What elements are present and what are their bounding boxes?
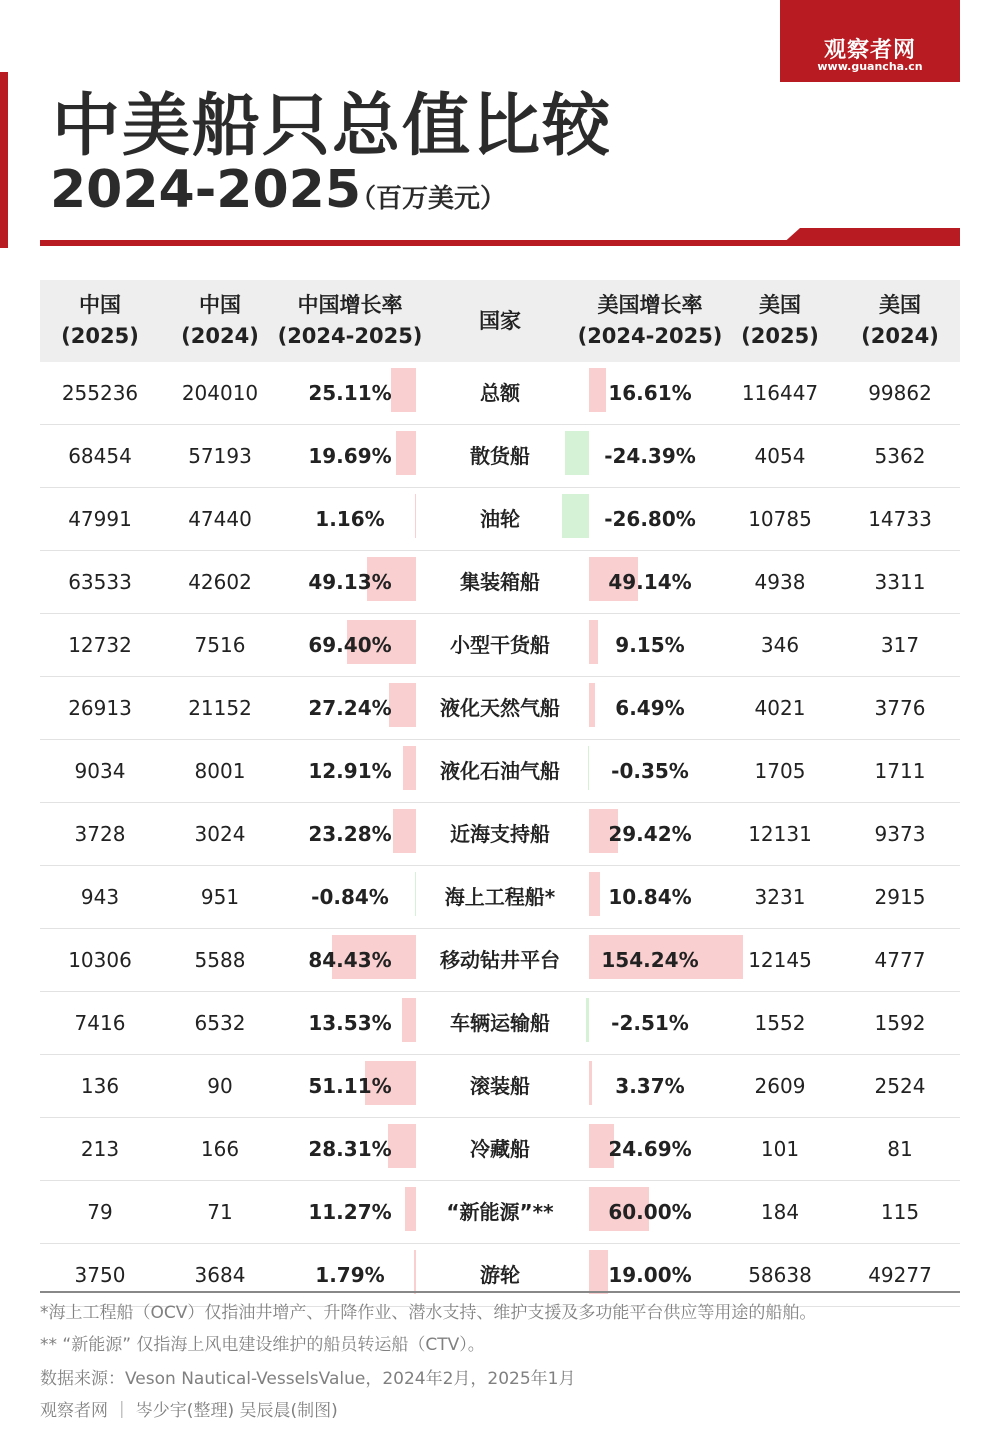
header-us-2024: 美国 (2024) [861,293,939,348]
cn-2024-value: 47440 [188,507,252,531]
cn-2025-value: 47991 [68,507,132,531]
us-2025-value: 346 [760,633,800,657]
table-bottom-rule [40,1291,960,1293]
cn-2025-value: 3728 [74,822,126,846]
subtitle-unit: （百万美元） [350,184,507,214]
cn-growth-value: 13.53% [308,1011,392,1035]
cn-2024-value: 3684 [194,1263,246,1287]
brand-logo [780,0,960,82]
table-row [40,803,960,866]
us-2024-value: 3776 [874,696,926,720]
category-label: 油轮 [480,507,520,531]
cn-2025-value: 12732 [68,633,132,657]
cn-2025-value: 79 [87,1200,113,1224]
table-row [40,1055,960,1118]
us-2024-value: 2524 [874,1074,926,1098]
us-growth-value: 19.00% [608,1263,692,1287]
us-2025-value: 1552 [754,1011,806,1035]
cn-growth-value: 11.27% [308,1200,392,1224]
table-row [40,1118,960,1181]
us-2024-value: 99862 [868,381,932,405]
us-2024-value: 9373 [874,822,926,846]
cn-2024-value: 57193 [188,444,252,468]
header-cn-2025: 中国 (2025) [61,293,139,348]
us-growth-value: 60.00% [608,1200,692,1224]
us-2025-value: 1705 [754,759,806,783]
cn-growth-value: 84.43% [308,948,392,972]
header-cn-2024: 中国 (2024) [181,293,259,348]
cn-growth-value: 25.11% [308,381,392,405]
cn-2025-value: 3750 [74,1263,126,1287]
cn-2024-value: 166 [200,1137,240,1161]
us-2024-value: 2915 [874,885,926,909]
cn-2024-value: 951 [200,885,240,909]
category-label: 小型干货船 [450,633,550,657]
cn-growth-value: 1.79% [315,1263,385,1287]
cn-2024-value: 42602 [188,570,252,594]
cn-2024-value: 8001 [194,759,246,783]
us-growth-value: -26.80% [604,507,696,531]
us-2025-value: 3231 [754,885,806,909]
cn-growth-value: 1.16% [315,507,385,531]
us-2024-value: 5362 [874,444,926,468]
us-2024-value: 4777 [874,948,926,972]
us-2025-value: 101 [760,1137,800,1161]
cn-growth-value: -0.84% [311,885,389,909]
cn-growth-value: 19.69% [308,444,392,468]
category-label: 车辆运输船 [450,1011,550,1035]
header-us-2025: 美国 (2025) [741,293,819,348]
note-source: 数据来源：Veson Nautical-VesselsValue，2024年2月，2025年1月 [40,1369,576,1389]
us-growth-value: 3.37% [615,1074,685,1098]
category-label: 移动钻井平台 [440,948,560,972]
us-2025-value: 4938 [754,570,806,594]
cn-2024-value: 90 [207,1074,233,1098]
cn-2025-value: 68454 [68,444,132,468]
table-row [40,425,960,488]
note-new-energy: ** “新能源” 仅指海上风电建设维护的船员转运船（CTV）。 [40,1335,485,1355]
category-label: “新能源”** [446,1200,554,1224]
header-category: 国家 [479,308,521,333]
us-2025-value: 4054 [754,444,806,468]
us-2025-value: 2609 [754,1074,806,1098]
us-2025-value: 4021 [754,696,806,720]
table-row [40,362,960,425]
us-2024-value: 1711 [874,759,926,783]
header-divider [40,226,960,248]
cn-growth-value: 28.31% [308,1137,392,1161]
us-2025-value: 184 [760,1200,800,1224]
subtitle-years: 2024-2025 [50,160,362,220]
brand-name: 观察者网 [823,38,916,63]
category-label: 集装箱船 [460,570,540,594]
table-row [40,929,960,992]
cn-2024-value: 7516 [194,633,246,657]
cn-2024-value: 6532 [194,1011,246,1035]
cn-2025-value: 10306 [68,948,132,972]
cn-growth-value: 51.11% [308,1074,392,1098]
cn-2025-value: 136 [80,1074,120,1098]
us-growth-value: -0.35% [611,759,689,783]
us-growth-value: 154.24% [601,948,699,972]
note-credits: 观察者网 ｜ 岑少宇(整理) 吴辰晨(制图) [40,1401,338,1421]
cn-2024-value: 204010 [181,381,259,405]
page-title: 中美船只总值比较 [52,87,613,166]
brand-url: www.guancha.cn [817,60,923,73]
cn-2024-value: 5588 [194,948,246,972]
cn-2025-value: 26913 [68,696,132,720]
us-growth-value: 6.49% [615,696,685,720]
category-label: 滚装船 [470,1074,530,1098]
us-2025-value: 12145 [748,948,812,972]
us-growth-value: -2.51% [611,1011,689,1035]
note-ocv: *海上工程船（OCV）仅指油井增产、升降作业、潜水支持、维护支援及多功能平台供应等用途的船舶。 [40,1303,817,1323]
table-row [40,677,960,740]
us-growth-value: 16.61% [608,381,692,405]
category-label: 游轮 [480,1263,520,1287]
us-2024-value: 3311 [874,570,926,594]
cn-growth-value: 69.40% [308,633,392,657]
us-2024-value: 115 [880,1200,920,1224]
comparison-table [40,280,960,1307]
category-label: 总额 [480,381,520,405]
us-2025-value: 10785 [748,507,812,531]
us-growth-value: 49.14% [608,570,692,594]
cn-2025-value: 63533 [68,570,132,594]
table-row [40,992,960,1055]
table-row [40,740,960,803]
cn-2025-value: 255236 [61,381,139,405]
table-row [40,866,960,929]
category-label: 海上工程船* [444,885,556,909]
table-row [40,614,960,677]
cn-2024-value: 21152 [188,696,252,720]
us-2025-value: 12131 [748,822,812,846]
cn-2025-value: 213 [80,1137,120,1161]
category-label: 液化石油气船 [440,759,560,783]
us-growth-value: 10.84% [608,885,692,909]
us-growth-value: -24.39% [604,444,696,468]
table-row [40,488,960,551]
category-label: 散货船 [470,444,530,468]
cn-2025-value: 7416 [74,1011,126,1035]
cn-growth-value: 12.91% [308,759,392,783]
us-2025-value: 116447 [741,381,819,405]
accent-side-bar [0,72,8,248]
cn-growth-value: 49.13% [308,570,392,594]
us-growth-value: 24.69% [608,1137,692,1161]
cn-growth-value: 27.24% [308,696,392,720]
table-row [40,551,960,614]
table-row [40,1181,960,1244]
us-growth-value: 9.15% [615,633,685,657]
cn-2024-value: 3024 [194,822,246,846]
cn-2024-value: 71 [207,1200,233,1224]
us-growth-value: 29.42% [608,822,692,846]
header-us-growth: 美国增长率 (2024-2025) [577,293,723,348]
table-header [40,280,960,362]
header-cn-growth: 中国增长率 (2024-2025) [277,293,423,348]
us-2024-value: 81 [887,1137,913,1161]
us-2024-value: 14733 [868,507,932,531]
cn-2025-value: 943 [80,885,120,909]
cn-growth-value: 23.28% [308,822,392,846]
category-label: 液化天然气船 [440,696,560,720]
category-label: 近海支持船 [450,822,550,846]
category-label: 冷藏船 [470,1137,530,1161]
us-2025-value: 58638 [748,1263,812,1287]
us-2024-value: 317 [880,633,920,657]
cn-2025-value: 9034 [74,759,126,783]
us-2024-value: 1592 [874,1011,926,1035]
us-2024-value: 49277 [868,1263,932,1287]
table-body [40,362,960,1307]
